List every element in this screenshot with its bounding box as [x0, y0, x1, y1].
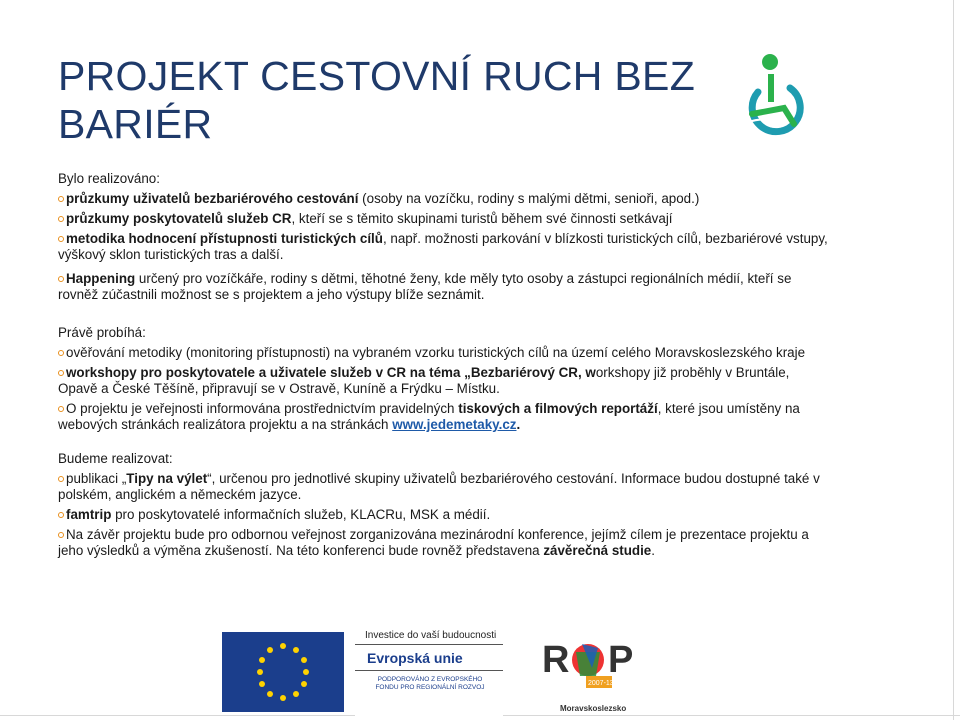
bullet-icon — [58, 216, 64, 222]
text-run: určený pro vozíčkáře, rodiny s dětmi, těhotné ženy, kde měly tyto osoby a zástupci regionálních médií, kteří se rovněž zúčastnili možnost se s projektem a jeho výstupy blíže seznámit. — [58, 271, 792, 302]
eu-flag-icon — [218, 628, 348, 716]
bullet-paragraph — [58, 271, 828, 303]
bullet-paragraph — [58, 401, 828, 433]
text-run: (osoby na vozíčku, rodiny s malými dětmi, senioři, apod.) — [358, 191, 700, 206]
list-done — [58, 191, 828, 303]
bullet-paragraph — [58, 191, 828, 207]
section-heading-planned: Budeme realizovat: — [58, 451, 173, 466]
rop-years: 2007-13 — [588, 680, 614, 687]
bullet-icon — [58, 512, 64, 518]
text-run: publikaci „ — [66, 471, 127, 486]
bullet-icon — [58, 476, 64, 482]
slide-border-right — [953, 0, 954, 720]
bullet-paragraph — [58, 231, 828, 263]
bullet-paragraph — [58, 471, 828, 503]
text-run: průzkumy uživatelů bezbariérového cestování — [66, 191, 359, 206]
text-run: “, určenou pro jednotlivé skupiny uživatelů bezbariérového cestování. Informace budou dostupné také v polském, anglickém a německém jazyce. — [58, 471, 820, 502]
bullet-paragraph — [58, 527, 828, 559]
svg-text:R: R — [542, 639, 570, 681]
text-run: pro poskytovatelé informačních služeb, KLACRu, MSK a médií. — [111, 507, 491, 522]
text-run: orkshopy již proběhly v Bruntále, Opavě a České Těšíně, připravují se v Ostravě, Kuníně a Frýdku – Místku. — [58, 365, 790, 396]
bullet-icon — [58, 276, 64, 282]
bullet-paragraph — [58, 365, 828, 397]
text-run: Happening — [66, 271, 136, 286]
eu-name: Evropská unie — [367, 650, 463, 666]
eu-slogan: Investice do vaší budoucnosti — [365, 630, 497, 641]
text-run: famtrip — [66, 507, 112, 522]
text-run: ověřování metodiky (monitoring přístupnosti) na vybraném vzorku turistických cílů na území celého Moravskoslezského kraje — [66, 345, 806, 360]
list-planned — [58, 471, 828, 559]
bullet-icon — [58, 196, 64, 202]
list-ongoing — [58, 345, 828, 433]
rop-label: Moravskoslezsko — [560, 704, 627, 713]
bullet-paragraph — [58, 211, 828, 227]
slide-body — [58, 171, 828, 563]
text-run: průzkumy poskytovatelů služeb CR — [66, 211, 292, 226]
eu-fund-text: PODPOROVÁNO Z EVROPSKÉHO FONDU PRO REGIONÁLNÍ ROZVOJ — [375, 676, 485, 691]
bullet-icon — [58, 406, 64, 412]
svg-text:P: P — [608, 639, 634, 681]
bullet-icon — [58, 370, 64, 376]
section-heading-done: Bylo realizováno: — [58, 171, 160, 186]
text-run: , které jsou umístěny na webových stránkách realizátora projektu a na stránkách — [58, 401, 800, 432]
text-run: . — [651, 543, 655, 558]
slide-title: PROJEKT CESTOVNÍ RUCH BEZ BARIÉR — [58, 53, 696, 147]
section-heading-ongoing: Právě probíhá: — [58, 325, 146, 340]
text-run: . — [516, 417, 521, 432]
text-run: závěrečná studie — [543, 543, 652, 558]
bullet-icon — [58, 236, 64, 242]
text-run: O projektu je veřejnosti informována prostřednictvím pravidelných — [66, 401, 459, 416]
accessibility-logo-icon — [728, 52, 808, 144]
text-run: , kteří se s těmito skupinami turistů během své činnosti setkávají — [291, 211, 673, 226]
bullet-icon — [58, 532, 64, 538]
text-run: tiskových a filmových reportáží — [458, 401, 658, 416]
web-link[interactable]: www.jedemetaky.cz — [392, 417, 517, 432]
bullet-paragraph — [58, 345, 828, 361]
text-run: workshopy pro poskytovatele a uživatele služeb v CR na téma „Bezbariérový CR, w — [66, 365, 596, 380]
text-run: , např. možnosti parkování v blízkosti turistických cílů, bezbariérové vstupy, výškový sklon turistických tras a další. — [58, 231, 828, 262]
text-run: Na závěr projektu bude pro odbornou veřejnost zorganizována mezinárodní konference, jejímž cílem je prezentace projektu a jeho výsledků a výměna zkušeností. Na této konferenci bude rovněž představena — [58, 527, 809, 558]
text-run: metodika hodnocení přístupnosti turistických cílů — [66, 231, 383, 246]
bullet-paragraph — [58, 507, 828, 523]
eu-text-box — [355, 628, 503, 716]
bullet-icon — [58, 350, 64, 356]
text-run: Tipy na výlet — [126, 471, 208, 486]
